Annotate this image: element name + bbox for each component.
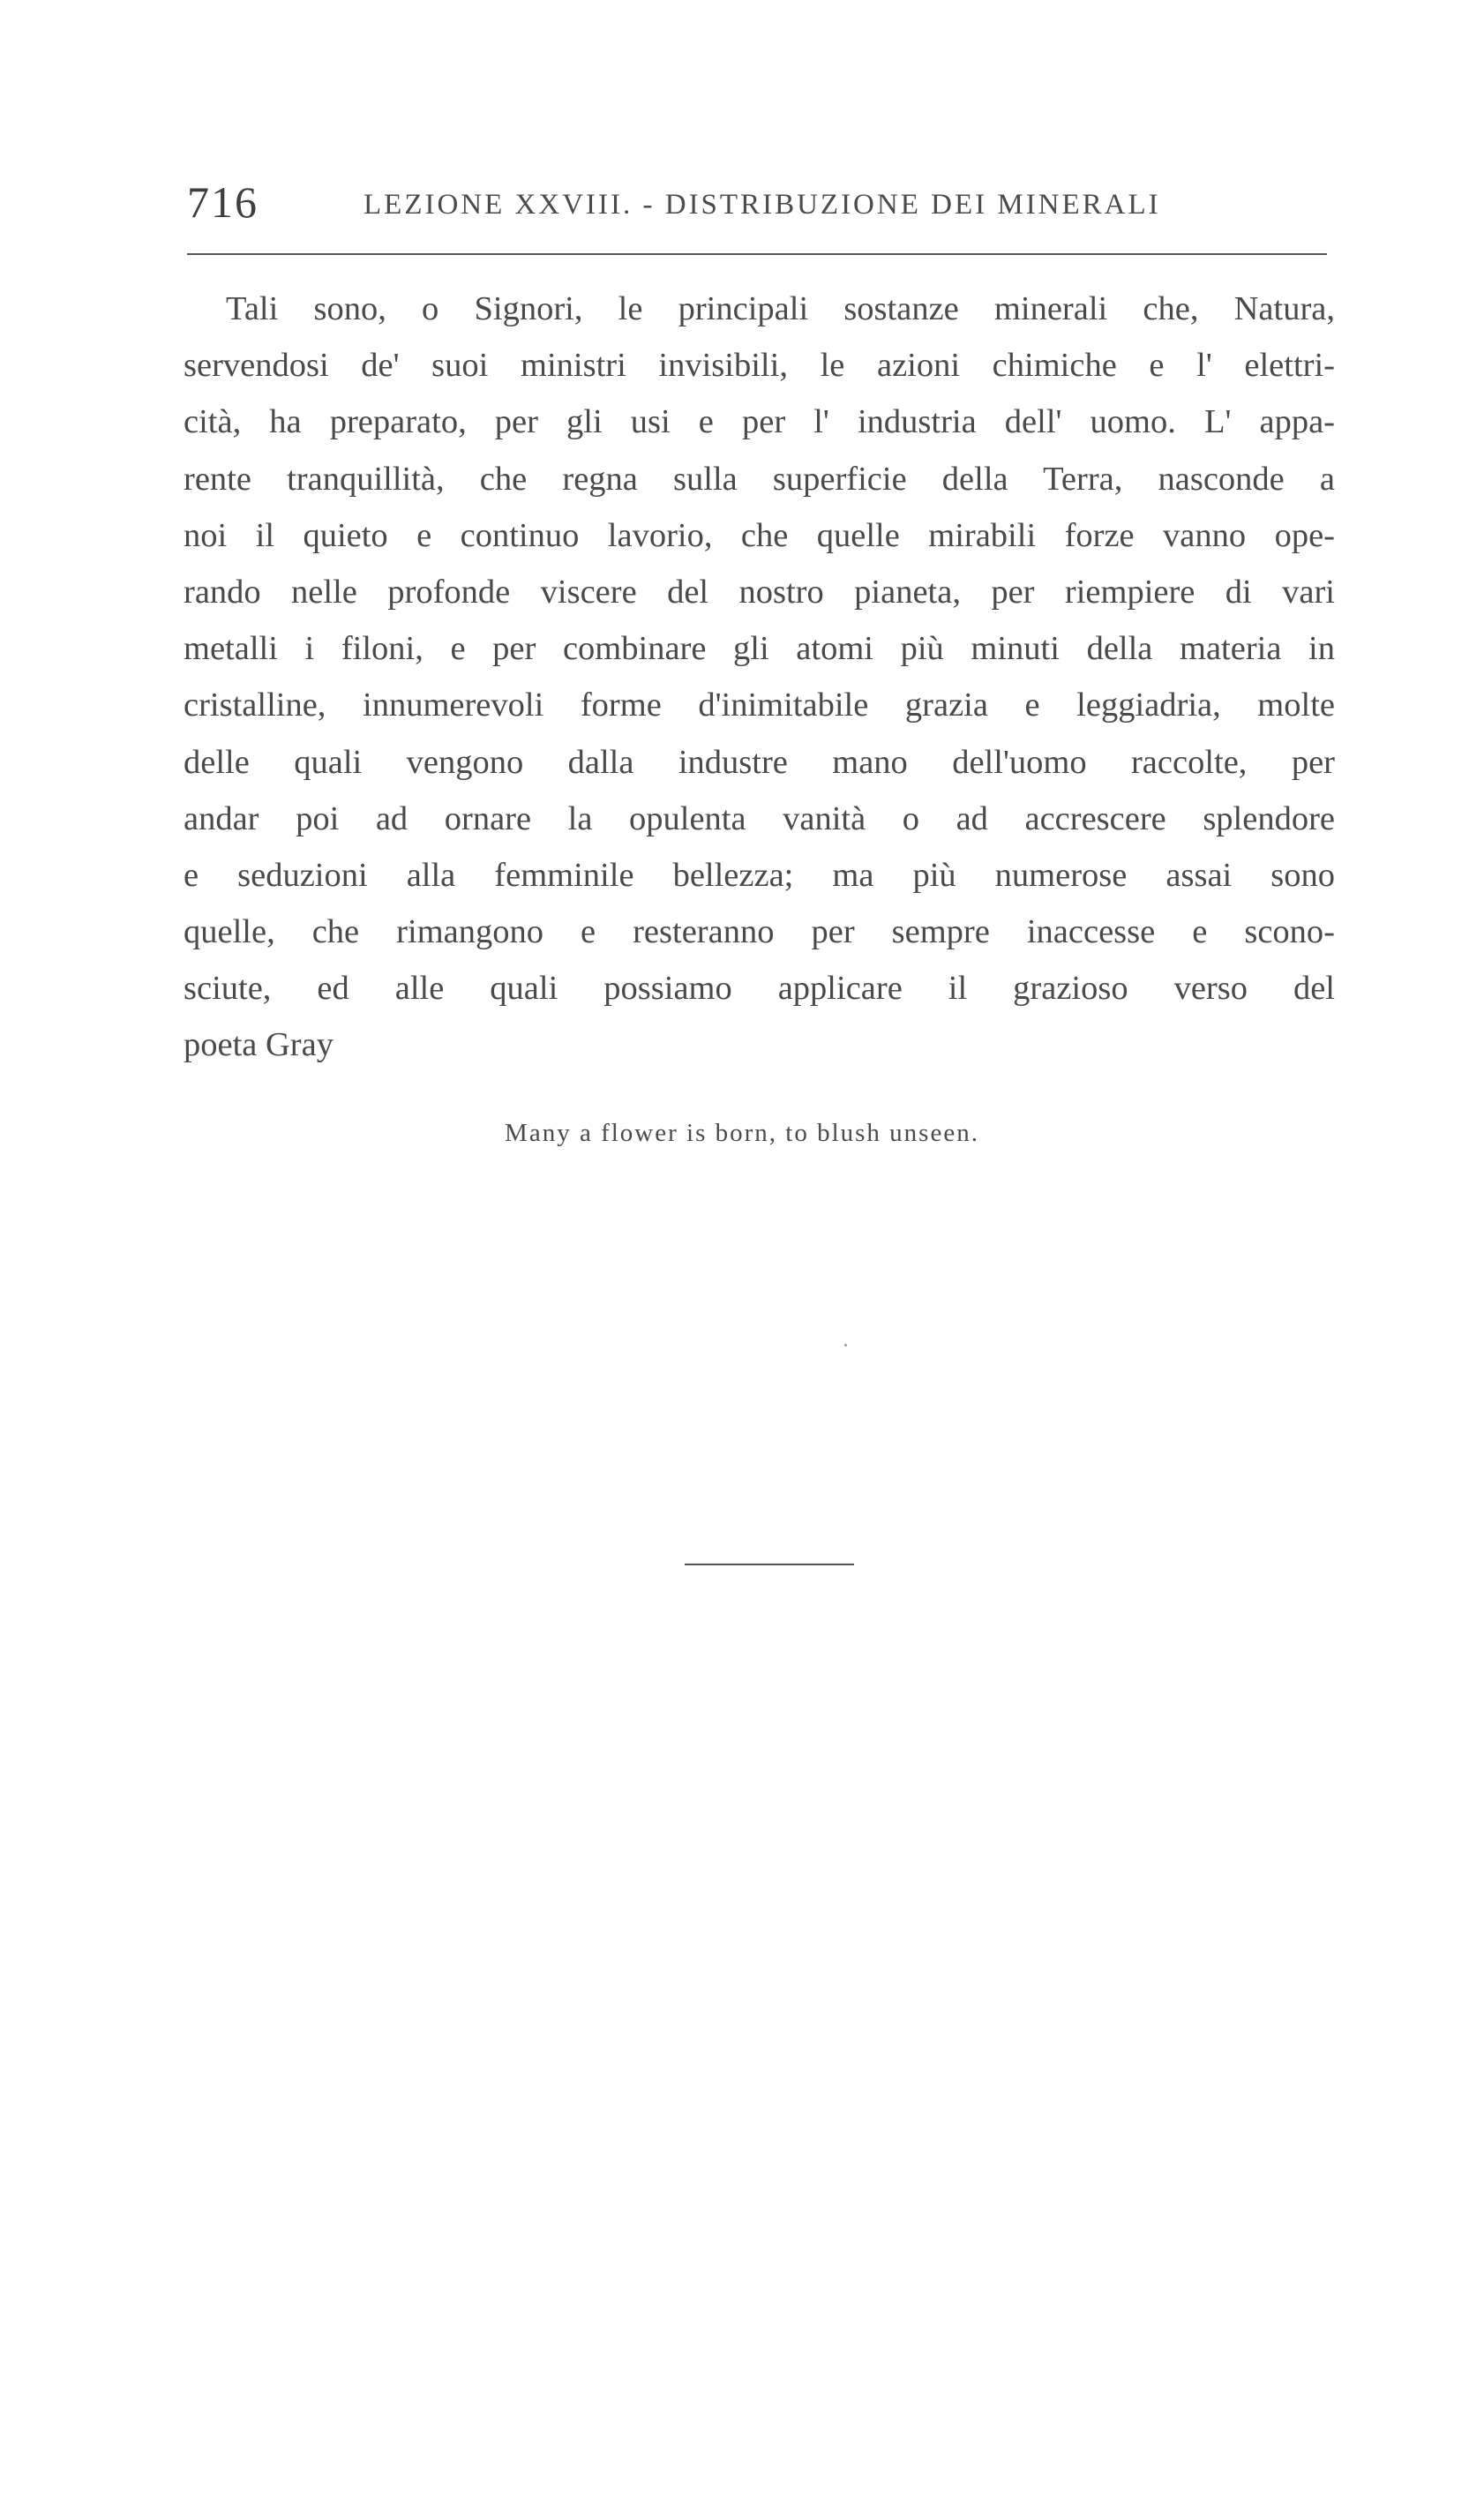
text-line: cità, ha preparato, per gli usi e per l' industria dell' uomo. L' appa- bbox=[184, 403, 1335, 441]
text-line: rente tranquillità, che regna sulla superficie della Terra, nasconde a bbox=[184, 460, 1335, 498]
text-line: quelle, che rimangono e resteranno per sempre inaccesse e scono- bbox=[184, 913, 1335, 951]
page-number: 716 bbox=[187, 177, 259, 227]
text-line: noi il quieto e continuo lavorio, che quelle mirabili forze vanno ope- bbox=[184, 516, 1335, 554]
running-head bbox=[187, 176, 1334, 229]
text-line: delle quali vengono dalla industre mano dell'uomo raccolte, per bbox=[184, 743, 1335, 781]
text-line: metalli i filoni, e per combinare gli atomi più minuti della materia in bbox=[184, 630, 1335, 668]
body-paragraph bbox=[184, 281, 1335, 1074]
text-line: poeta Gray bbox=[184, 1026, 334, 1064]
text-line: e seduzioni alla femminile bellezza; ma più numerose assai sono bbox=[184, 856, 1335, 894]
end-rule bbox=[685, 1564, 854, 1565]
text-line: sciute, ed alle quali possiamo applicare il grazioso verso del bbox=[184, 970, 1335, 1008]
text-line: cristalline, innumerevoli forme d'inimitabile grazia e leggiadria, molte bbox=[184, 686, 1335, 724]
header-rule bbox=[187, 253, 1327, 255]
verse-quote: Many a flower is born, to blush unseen. bbox=[505, 1119, 979, 1147]
text-line: Tali sono, o Signori, le principali sostanze minerali che, Natura, bbox=[226, 290, 1335, 327]
text-line: servendosi de' suoi ministri invisibili, le azioni chimiche e l' elettri- bbox=[184, 347, 1335, 385]
text-line: rando nelle profonde viscere del nostro pianeta, per riempiere di vari bbox=[184, 573, 1335, 611]
running-title: LEZIONE XXVIII. - DISTRIBUZIONE DEI MINERALI bbox=[364, 189, 1161, 221]
text-line: andar poi ad ornare la opulenta vanità o ad accrescere splendore bbox=[184, 799, 1335, 837]
ink-speck bbox=[844, 1344, 847, 1347]
